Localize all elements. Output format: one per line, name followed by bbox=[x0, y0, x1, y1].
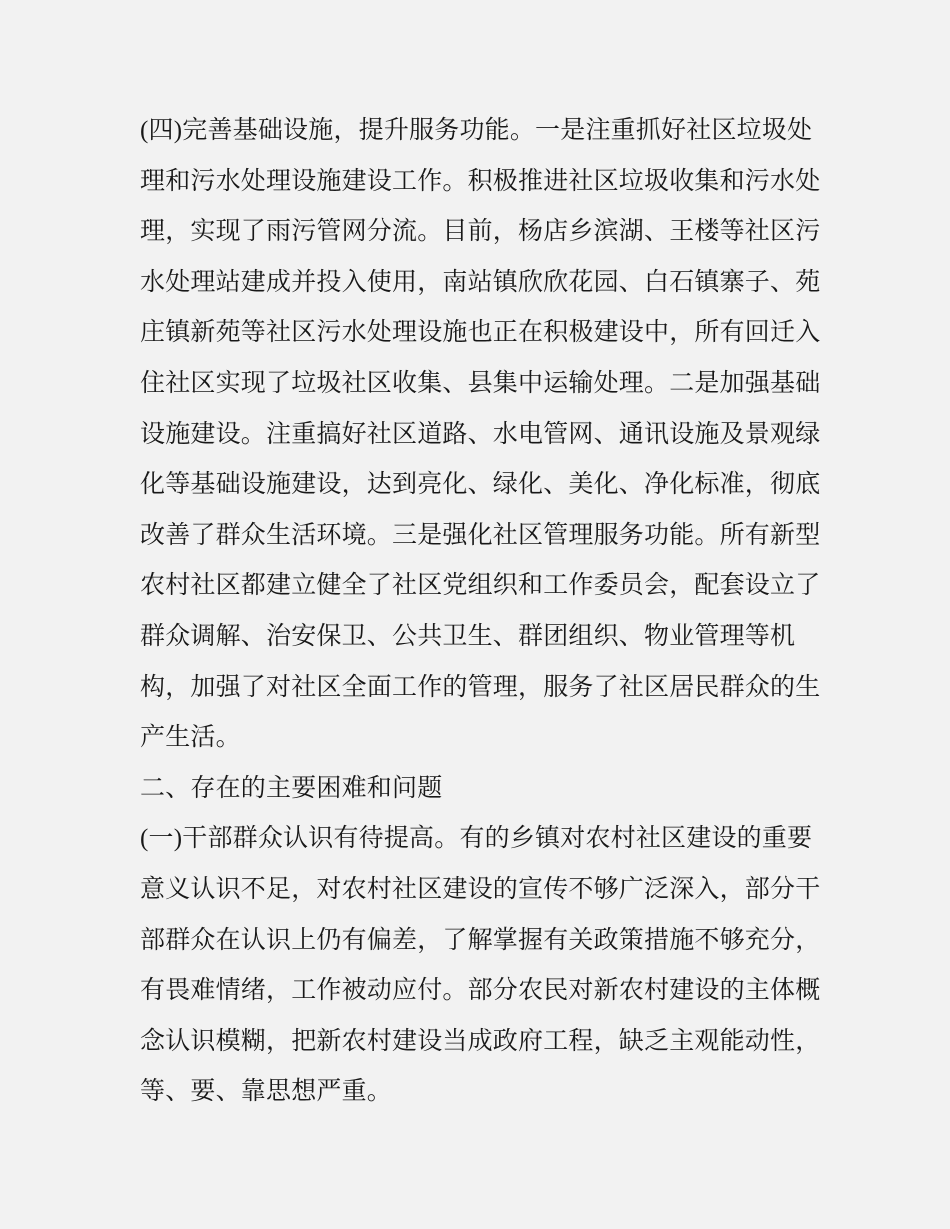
text-line: 改善了群众生活环境。三是强化社区管理服务功能。所有新型 bbox=[140, 521, 821, 549]
text-line: 住社区实现了垃圾社区收集、县集中运输处理。二是加强基础 bbox=[140, 369, 821, 397]
text-line: (四)完善基础设施，提升服务功能。一是注重抓好社区垃圾处 bbox=[140, 117, 813, 144]
section-heading-line: 二、存在的主要困难和问题 bbox=[140, 774, 443, 802]
document-text-block bbox=[140, 106, 830, 1118]
text-line: 群众调解、治安保卫、公共卫生、群团组织、物业管理等机 bbox=[140, 622, 796, 650]
paragraph-section-one-awareness bbox=[140, 814, 830, 1118]
text-line: 产生活。 bbox=[140, 724, 241, 752]
text-line: 部群众在认识上仍有偏差，了解掌握有关政策措施不够充分， bbox=[140, 926, 821, 954]
text-line: 设施建设。注重搞好社区道路、水电管网、通讯设施及景观绿 bbox=[140, 420, 821, 448]
text-line: 意义认识不足，对农村社区建设的宣传不够广泛深入，部分干 bbox=[140, 875, 821, 903]
text-line: 水处理站建成并投入使用，南站镇欣欣花园、白石镇寨子、苑 bbox=[140, 268, 821, 296]
text-line: 理和污水处理设施建设工作。积极推进社区垃圾收集和污水处 bbox=[140, 167, 821, 195]
text-line: 理，实现了雨污管网分流。目前，杨店乡滨湖、王楼等社区污 bbox=[140, 218, 821, 246]
paragraph-section-four-infrastructure bbox=[140, 106, 830, 764]
paragraph-heading-problems bbox=[140, 764, 830, 815]
text-line: (一)干部群众认识有待提高。有的乡镇对农村社区建设的重要 bbox=[140, 825, 813, 853]
text-line: 庄镇新苑等社区污水处理设施也正在积极建设中，所有回迁入 bbox=[140, 319, 821, 347]
text-line: 有畏难情绪，工作被动应付。部分农民对新农村建设的主体概 bbox=[140, 977, 821, 1005]
text-line: 化等基础设施建设，达到亮化、绿化、美化、净化标准，彻底 bbox=[140, 471, 821, 499]
text-line: 农村社区都建立健全了社区党组织和工作委员会，配套设立了 bbox=[140, 572, 821, 600]
text-line: 念认识模糊，把新农村建设当成政府工程，缺乏主观能动性， bbox=[140, 1027, 821, 1055]
text-line: 构，加强了对社区全面工作的管理，服务了社区居民群众的生 bbox=[140, 673, 821, 701]
text-line: 等、要、靠思想严重。 bbox=[140, 1078, 393, 1106]
